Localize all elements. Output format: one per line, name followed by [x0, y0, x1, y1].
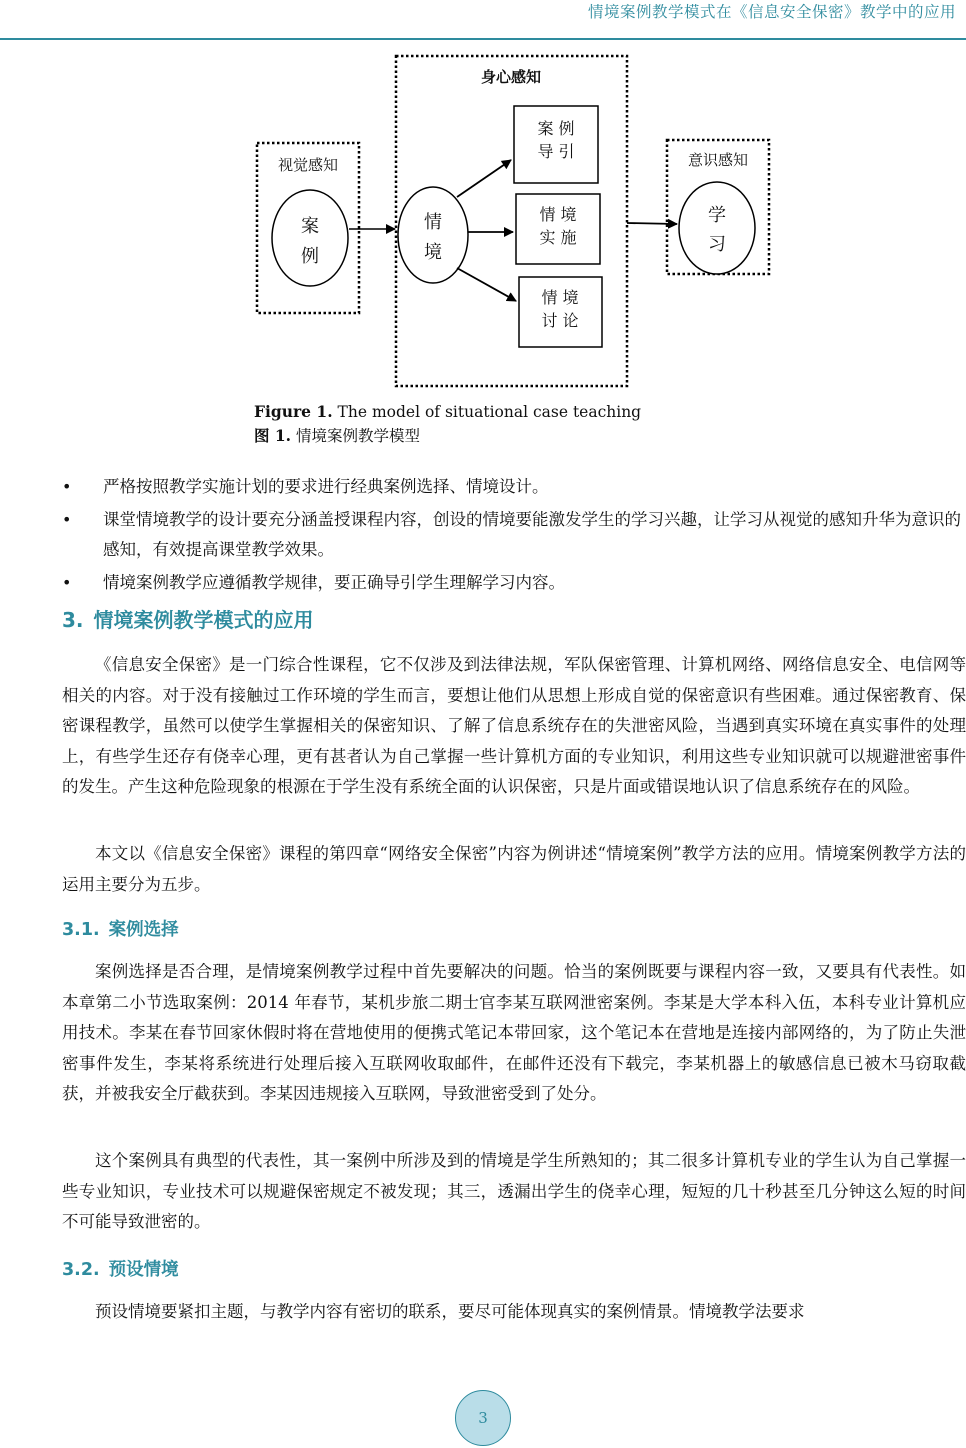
teaching-model-diagram [0, 0, 966, 400]
figure-caption-cn [254, 424, 420, 446]
bullet-icon: • [62, 572, 72, 592]
section-3-1-title: 案例选择 [108, 920, 179, 940]
arrow-to-case-guide [457, 160, 511, 197]
box-3-line-1: 情 境 [541, 288, 579, 307]
section-3-1-number: 3.1. [62, 920, 100, 940]
list-item [62, 568, 966, 599]
section-3-heading [62, 604, 314, 633]
center-group-label: 身心感知 [480, 68, 542, 86]
section-3-title: 情境案例教学模式的应用 [93, 608, 314, 632]
box-1-line-2: 导 引 [537, 142, 575, 161]
running-header: 情境案例教学模式在《信息安全保密》教学中的应用 [587, 3, 956, 21]
learning-node-char-2: 习 [708, 234, 726, 255]
section-3-2-title: 预设情境 [108, 1260, 179, 1280]
section-3-2-heading [62, 1256, 179, 1281]
case-ellipse [272, 190, 348, 286]
caption-en-label: Figure 1. [254, 402, 333, 421]
box-2-line-1: 情 境 [539, 205, 577, 224]
caption-cn-label: 图 1. [254, 426, 292, 445]
caption-en-text: The model of situational case teaching [337, 403, 642, 421]
page-number: 3 [455, 1390, 511, 1446]
box-3-line-2: 讨 论 [541, 311, 579, 330]
box-1-line-1: 案 例 [537, 119, 575, 138]
case-node-char-2: 例 [301, 246, 319, 267]
list-item [62, 505, 966, 566]
bullet-text: 课堂情境教学的设计要充分涵盖授课程内容，创设的情境要能激发学生的学习兴趣，让学习从视觉的感知升华为意识的感知，有效提高课堂教学效果。 [103, 509, 961, 559]
arrow-to-discuss [457, 268, 516, 301]
caption-cn-text: 情境案例教学模型 [296, 427, 421, 445]
section-3-paragraph-2: 本文以《信息安全保密》课程的第四章“网络安全保密”内容为例讲述“情境案例”教学方法的应用。情境案例教学方法的运用主要分为五步。 [62, 844, 966, 894]
right-group-label: 意识感知 [687, 151, 749, 169]
bullet-icon: • [62, 509, 72, 529]
section-3-1-heading [62, 916, 179, 941]
section-3-1-paragraph-1: 案例选择是否合理，是情境案例教学过程中首先要解决的问题。恰当的案例既要与课程内容一致，又要具有代表性。如本章第二小节选取案例：2014 年春节，某机步旅二期士官李某互联网泄密案例。李某是大学本科入伍，本科专业计算机应用技术。李某在春节回家休假时将在营地使用的便携式笔记本带回家，这个笔记本在营地是连接内部网络的，为了防止失泄密事件发生，李某将系统进行处理后接入互联网收取邮件，在邮件还没有下载完，李某机器上的敏感信息已被木马窃取截获，并被我安全厅截获到。李某因违规接入互联网，导致泄密受到了处分。 [62, 962, 966, 1103]
bullet-text: 情境案例教学应遵循教学规律，要正确导引学生理解学习内容。 [103, 572, 565, 592]
section-3-2-number: 3.2. [62, 1260, 100, 1280]
situation-node-char-1: 情 [424, 212, 442, 233]
section-3-1-paragraph-2: 这个案例具有典型的代表性，其一案例中所涉及到的情境是学生所熟知的；其二很多计算机专业的学生认为自己掌握一些专业知识，专业技术可以规避保密规定不被发现；其三，透漏出学生的侥幸心理，短短的几十秒甚至几分钟这么短的时间不可能导致泄密的。 [62, 1151, 966, 1231]
box-2-line-2: 实 施 [539, 228, 577, 247]
section-3-number: 3. [62, 608, 84, 632]
bullet-text: 严格按照教学实施计划的要求进行经典案例选择、情境设计。 [103, 477, 549, 496]
bullet-icon: • [62, 477, 72, 496]
bullet-list [62, 472, 966, 600]
list-item [62, 472, 966, 503]
learning-ellipse [679, 182, 755, 274]
figure-caption-en [254, 402, 641, 421]
left-group-label: 视觉感知 [277, 156, 339, 174]
section-3-paragraph-1: 《信息安全保密》是一门综合性课程，它不仅涉及到法律法规，军队保密管理、计算机网络、网络信息安全、电信网等相关的内容。对于没有接触过工作环境的学生而言，要想让他们从思想上形成自觉的保密意识有些困难。通过保密教育、保密课程教学，虽然可以使学生掌握相关的保密知识、了解了信息系统存在的失泄密风险，当遇到真实环境在真实事件的处理上，有些学生还存有侥幸心理，更有甚者认为自己掌握一些计算机方面的专业知识，利用这些专业知识就可以规避泄密事件的发生。产生这种危险现象的根源在于学生没有系统全面的认识保密，只是片面或错误地认识了信息系统存在的风险。 [62, 655, 966, 796]
section-3-2-paragraph-1: 预设情境要紧扣主题，与教学内容有密切的联系，要尽可能体现真实的案例情景。情境教学法要求 [95, 1302, 805, 1321]
situation-node-char-2: 境 [424, 242, 442, 263]
learning-node-char-1: 学 [708, 205, 726, 226]
arrow-to-learning [627, 223, 677, 224]
case-node-char-1: 案 [301, 216, 319, 237]
